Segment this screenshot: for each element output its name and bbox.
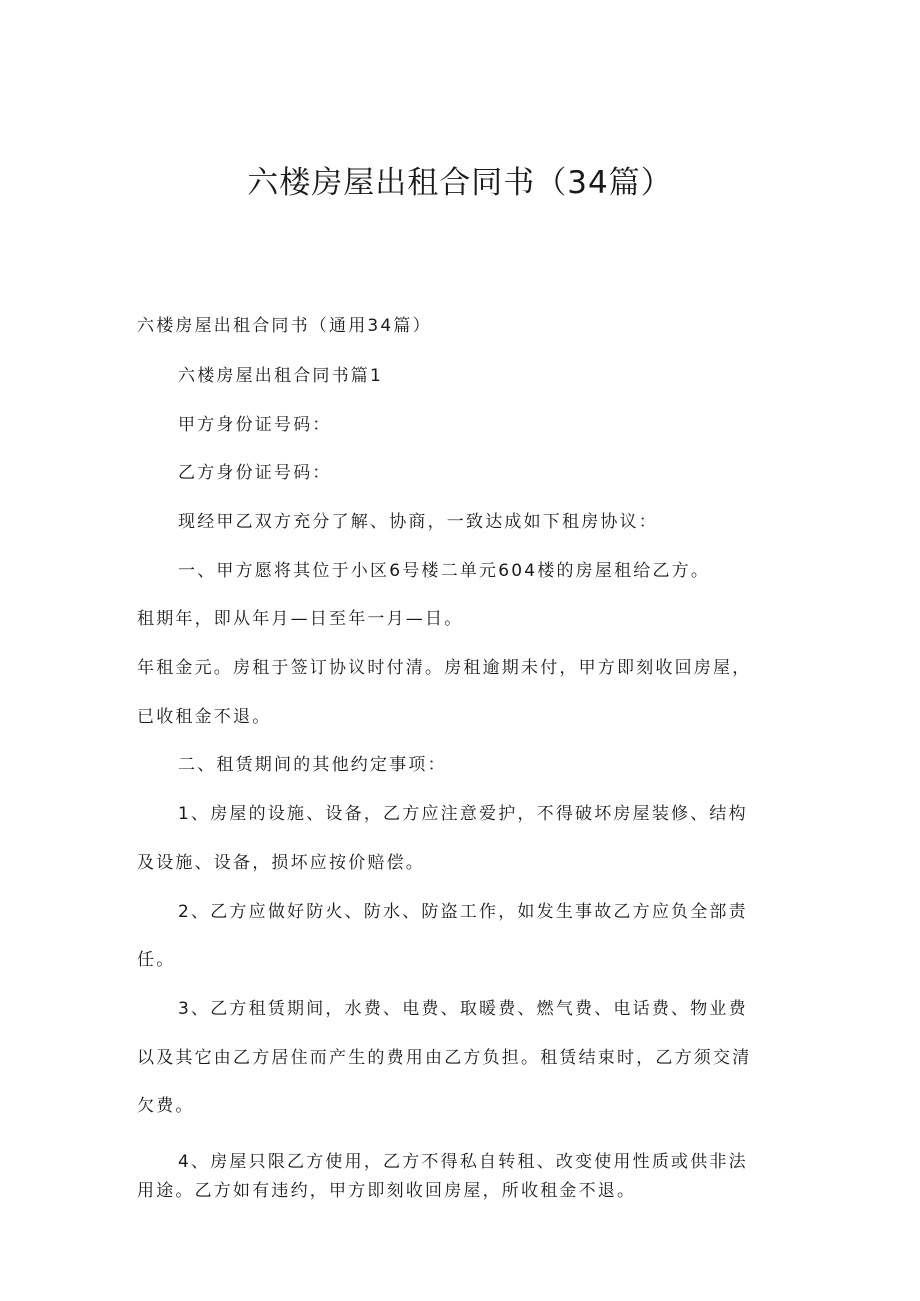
item-1-line-1: 1、房屋的设施、设备，乙方应注意爱护，不得破坏房屋装修、结构	[178, 804, 748, 824]
party-b-id-line: 乙方身份证号码：	[178, 463, 332, 483]
item-2-line-1: 2、乙方应做好防火、防水、防盗工作，如发生事故乙方应负全部责	[178, 902, 748, 922]
clause-1-line-3: 年租金元。房租于签订协议时付清。房租逾期未付，甲方即刻收回房屋，	[137, 658, 752, 678]
item-3-line-1: 3、乙方租赁期间，水费、电费、取暖费、燃气费、电话费、物业费	[178, 999, 748, 1019]
item-4-line-1: 4、房屋只限乙方使用，乙方不得私自转租、改变使用性质或供非法	[178, 1152, 748, 1172]
document-subtitle: 六楼房屋出租合同书（通用34篇）	[137, 316, 432, 336]
document-title: 六楼房屋出租合同书（34篇）	[247, 165, 673, 201]
clause-1-line-1: 一、甲方愿将其位于小区6号楼二单元604楼的房屋租给乙方。	[178, 561, 711, 581]
item-3-line-2: 以及其它由乙方居住而产生的费用由乙方负担。租赁结束时，乙方须交清	[137, 1048, 752, 1068]
item-3-line-3: 欠费。	[137, 1096, 195, 1116]
clause-1-line-2: 租期年，即从年月—日至年一月—日。	[137, 609, 464, 629]
agreement-intro: 现经甲乙双方充分了解、协商，一致达成如下租房协议：	[178, 512, 658, 532]
clause-2-heading: 二、租赁期间的其他约定事项：	[178, 755, 447, 775]
clause-1-line-4: 已收租金不退。	[137, 707, 272, 727]
party-a-id-line: 甲方身份证号码：	[178, 415, 332, 435]
item-1-line-2: 及设施、设备，损坏应按价赔偿。	[137, 853, 425, 873]
item-2-line-2: 任。	[137, 950, 176, 970]
item-4-line-2: 用途。乙方如有违约，甲方即刻收回房屋，所收租金不退。	[137, 1181, 637, 1201]
section-heading: 六楼房屋出租合同书篇1	[178, 366, 384, 386]
